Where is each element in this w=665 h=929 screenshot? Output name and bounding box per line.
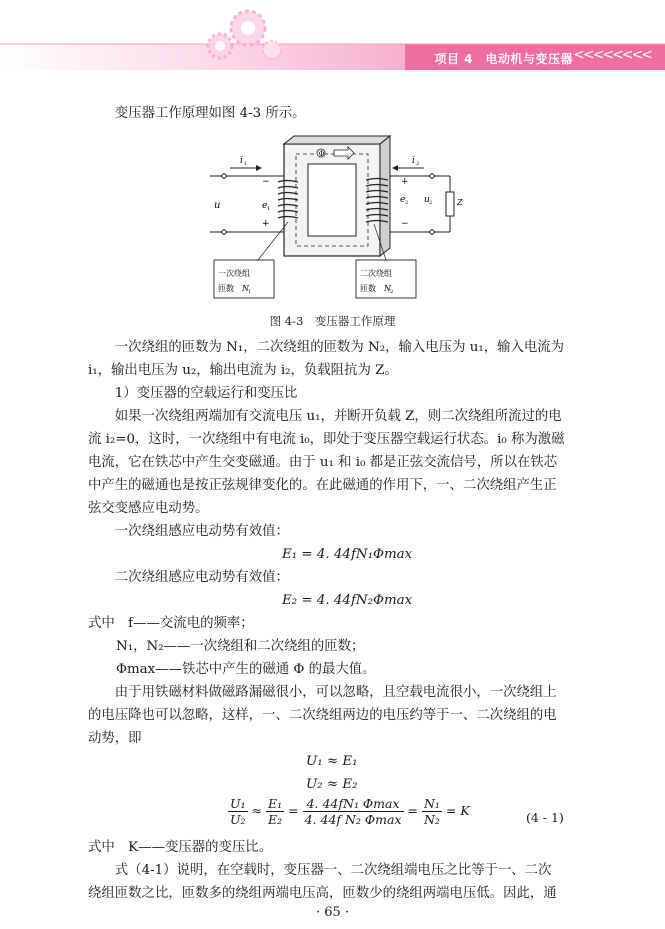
- p5-line2: 的电压降也可以忽略，这样，一、二次绕组两边的电压约等于一、二次绕组的电: [88, 708, 557, 723]
- svg-text:Z: Z: [457, 198, 463, 207]
- equation-u1: U₁ ≈ E₁: [306, 754, 358, 769]
- p2-line5: 弦交变感应电动势。: [88, 501, 209, 516]
- equation-number: (4 - 1): [526, 810, 564, 825]
- p6-line1: 式（4-1）说明，在空载时，变压器一、二次绕组端电压之比等于一、二次: [114, 863, 552, 878]
- p2-line4: 中产生的磁通也是按正弦规律变化的。在此磁通的作用下，一、二次绕组产生正: [88, 478, 557, 493]
- svg-text:+: +: [262, 219, 270, 229]
- section-heading: 1）变压器的空载运行和变压比: [114, 386, 298, 401]
- p6-line2: 绕组匝数之比，匝数多的绕组两端电压高，匝数少的绕组两端电压低。因此，通: [88, 886, 557, 901]
- svg-text:2: 2: [416, 161, 420, 167]
- svg-text:一次绕组: 一次绕组: [218, 269, 250, 278]
- svg-text:匝数: 匝数: [218, 284, 234, 293]
- svg-text:e: e: [262, 201, 268, 211]
- svg-text:u: u: [424, 195, 430, 205]
- svg-text:2: 2: [405, 200, 409, 206]
- p5-line1: 由于用铁磁材料做磁路漏磁很小，可以忽略，且空载电流很小，一次绕组上: [114, 685, 557, 700]
- svg-text:−: −: [262, 177, 270, 187]
- svg-text:N: N: [242, 284, 249, 293]
- p5-line3: 动势，即: [88, 731, 142, 746]
- p2-line2: 流 i₂=0，这时，一次绕组中有电流 i₀，即处于变压器空载运行状态。i₀ 称为激磁: [88, 432, 565, 447]
- transformer-figure: [200, 132, 470, 304]
- header-chevrons: <<<<<<<<: [573, 47, 651, 63]
- p3-text: 一次绕组感应电动势有效值：: [114, 524, 289, 539]
- p2-line3: 电流，它在铁芯中产生交变磁通。由于 u₁ 和 i₀ 都是正弦交流信号，所以在铁芯: [88, 455, 558, 470]
- load-resistor-icon: [446, 192, 454, 216]
- equation-u2: U₂ ≈ E₂: [306, 777, 358, 792]
- svg-text:2: 2: [390, 289, 394, 295]
- svg-text:−: −: [401, 219, 409, 229]
- svg-text:2: 2: [429, 200, 433, 206]
- figure-caption: 图 4-3 变压器工作原理: [269, 314, 396, 328]
- svg-text:二次绕组: 二次绕组: [360, 269, 392, 278]
- where-phi: Φmax——铁芯中产生的磁通 Φ 的最大值。: [116, 662, 376, 677]
- svg-text:e: e: [400, 195, 406, 205]
- svg-text:u: u: [214, 200, 221, 211]
- p1-line2: i₁，输出电压为 u₂，输出电流为 i₂，负载阻抗为 Z。: [88, 363, 398, 378]
- where-k: 式中 K——变压器的变压比。: [88, 840, 273, 855]
- where-f: 式中 f——交流电的频率；: [88, 616, 254, 631]
- where-n: N₁，N₂——一次绕组和二次绕组的匝数；: [116, 639, 365, 654]
- p4-text: 二次绕组感应电动势有效值：: [114, 570, 289, 585]
- svg-text:N: N: [384, 284, 391, 293]
- svg-text:i: i: [240, 156, 243, 166]
- svg-text:i: i: [412, 156, 415, 166]
- equation-ratio: $\frac{\text{U₁}}{\text{U₂}}$ ≈ $\frac{\text{E₁}}{\text{E₂}}$ = $\frac{\text{4. 44fN₁ Φmax}}{\text{4. 44f N₂ Φmax}}$ = $\frac{\text{N₁}}{\text{N₂}}$ = K: [230, 796, 470, 827]
- svg-text:1: 1: [248, 289, 252, 295]
- equation-e1: E₁ = 4. 44fN₁Φmax: [282, 547, 413, 562]
- svg-text:+: +: [401, 177, 409, 187]
- p2-line1: 如果一次绕组两端加有交流电压 u₁，并断开负载 Z，则二次绕组所流过的电: [114, 409, 562, 424]
- svg-text:匝数: 匝数: [360, 284, 376, 293]
- page-number: · 65 ·: [315, 905, 350, 920]
- equation-e2: E₂ = 4. 44fN₂Φmax: [282, 593, 413, 608]
- intro-text: 变压器工作原理如图 4-3 所示。: [114, 106, 306, 121]
- header-title: 项目 4 电动机与变压器: [434, 52, 573, 66]
- page-header: [0, 0, 665, 75]
- svg-text:1: 1: [267, 206, 271, 212]
- p1-line1: 一次绕组的匝数为 N₁，二次绕组的匝数为 N₂，输入电压为 u₁，输入电流为: [114, 340, 565, 355]
- svg-text:Φ: Φ: [318, 150, 325, 158]
- svg-text:1: 1: [244, 161, 248, 167]
